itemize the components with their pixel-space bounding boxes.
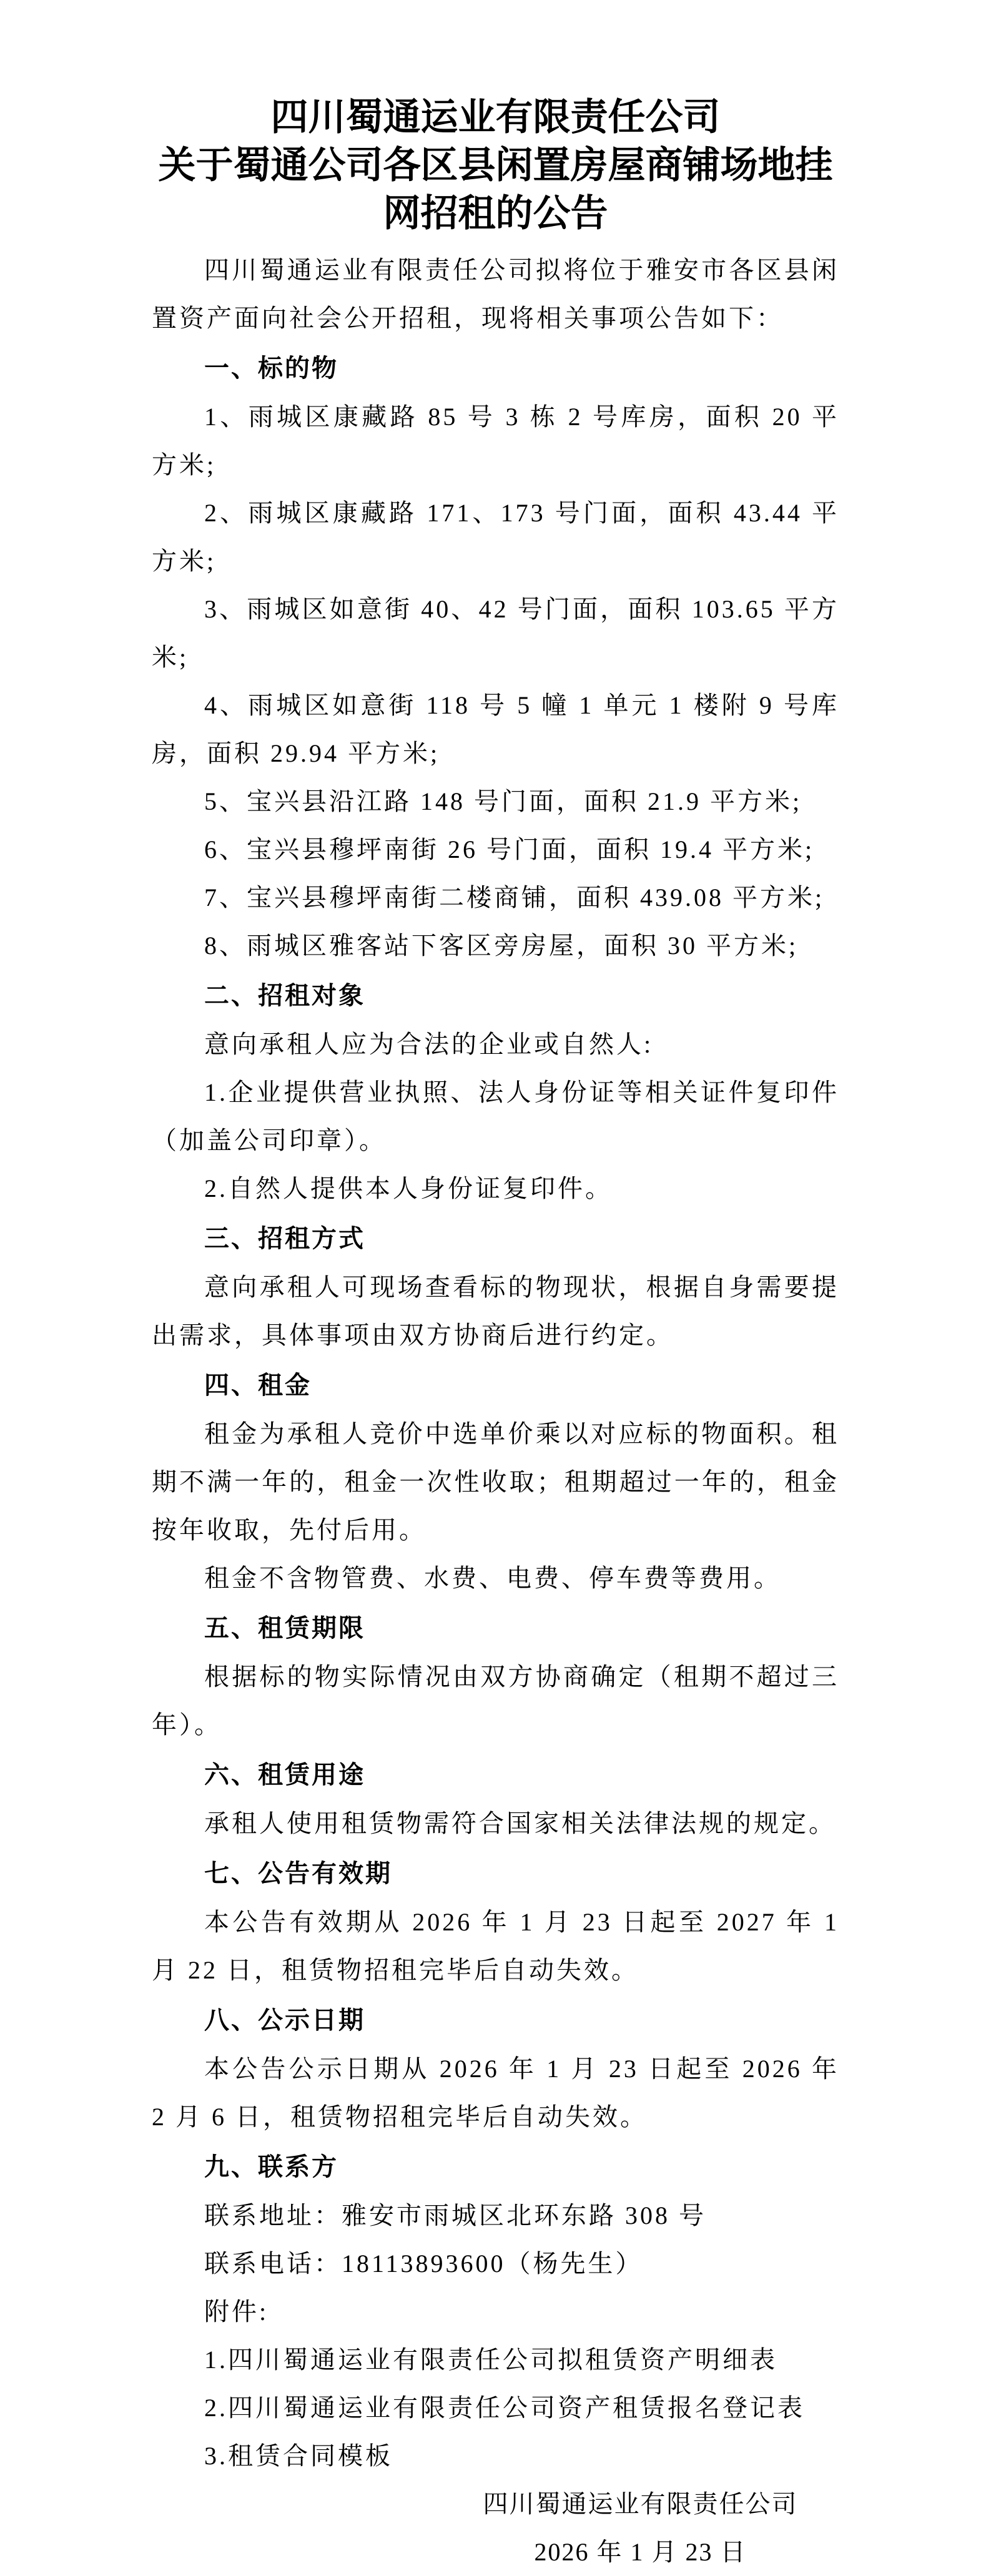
subject-item-1: 1、雨城区康藏路 85 号 3 栋 2 号库房，面积 20 平方米; <box>152 403 839 479</box>
contact-address: 联系地址：雅安市雨城区北环东路 308 号 <box>204 2201 706 2229</box>
attachment-item-3: 3.租赁合同模板 <box>204 2442 393 2470</box>
subject-item-2: 2、雨城区康藏路 171、173 号门面，面积 43.44 平方米; <box>152 499 839 575</box>
announcement-title <box>152 94 839 238</box>
publicity-date-paragraph: 本公告公示日期从 2026 年 1 月 23 日起至 2026 年 2 月 6 日，租赁物招租完毕后自动失效。 <box>152 2055 839 2131</box>
section-heading-validity-period: 七、公告有效期 <box>204 1860 392 1887</box>
contact-phone: 联系电话：18113893600（杨先生） <box>204 2249 643 2278</box>
attachment-item-1: 1.四川蜀通运业有限责任公司拟租赁资产明细表 <box>204 2346 777 2374</box>
lease-target-item-1: 1.企业提供营业执照、法人身份证等相关证件复印件（加盖公司印章）。 <box>152 1078 839 1154</box>
lease-method-paragraph: 意向承租人可现场查看标的物现状，根据自身需要提出需求，具体事项由双方协商后进行约定。 <box>152 1273 839 1349</box>
subject-item-5: 5、宝兴县沿江路 148 号门面，面积 21.9 平方米; <box>204 787 802 815</box>
intro-paragraph: 四川蜀通运业有限责任公司拟将位于雅安市各区县闲置资产面向社会公开招租，现将相关事项公告如下： <box>152 256 839 332</box>
section-heading-lease-use: 六、租赁用途 <box>204 1761 365 1789</box>
rent-paragraph-1: 租金为承租人竞价中选单价乘以对应标的物面积。租期不满一年的，租金一次性收取；租期超过一年的，租金按年收取，先付后用。 <box>152 1420 839 1544</box>
section-heading-lease-term: 五、租赁期限 <box>204 1615 365 1642</box>
subject-item-3: 3、雨城区如意街 40、42 号门面，面积 103.65 平方米; <box>152 595 839 671</box>
title-line-2: 关于蜀通公司各区县闲置房屋商铺场地挂 <box>158 145 833 186</box>
section-heading-rent: 四、租金 <box>204 1372 312 1399</box>
rent-paragraph-2: 租金不含物管费、水费、电费、停车费等费用。 <box>204 1564 781 1592</box>
section-heading-lease-target: 二、招租对象 <box>204 982 365 1010</box>
subject-item-7: 7、宝兴县穆坪南街二楼商铺，面积 439.08 平方米; <box>204 883 825 912</box>
attachment-item-2: 2.四川蜀通运业有限责任公司资产租赁报名登记表 <box>204 2394 805 2422</box>
attachments-label: 附件: <box>204 2298 269 2326</box>
lease-target-intro: 意向承租人应为合法的企业或自然人: <box>204 1030 654 1058</box>
lease-target-item-2: 2.自然人提供本人身份证复印件。 <box>204 1174 613 1202</box>
title-line-3: 网招租的公告 <box>383 193 608 234</box>
lease-term-paragraph: 根据标的物实际情况由双方协商确定（租期不超过三年）。 <box>152 1663 839 1739</box>
title-line-1: 四川蜀通运业有限责任公司 <box>270 97 721 138</box>
section-heading-subject-matter: 一、标的物 <box>204 355 338 382</box>
section-heading-publicity-date: 八、公示日期 <box>204 2007 365 2034</box>
signature-company: 四川蜀通运业有限责任公司 <box>483 2490 798 2518</box>
subject-item-6: 6、宝兴县穆坪南街 26 号门面，面积 19.4 平方米; <box>204 835 815 863</box>
section-heading-contact: 九、联系方 <box>204 2153 338 2181</box>
validity-period-paragraph: 本公告有效期从 2026 年 1 月 23 日起至 2027 年 1 月 22 日，租赁物招租完毕后自动失效。 <box>152 1908 839 1984</box>
signature-block <box>441 2480 839 2576</box>
signature-date: 2026 年 1 月 23 日 <box>534 2538 747 2566</box>
section-heading-lease-method: 三、招租方式 <box>204 1225 365 1252</box>
lease-use-paragraph: 承租人使用租赁物需符合国家相关法律法规的规定。 <box>204 1809 836 1837</box>
subject-item-4: 4、雨城区如意街 118 号 5 幢 1 单元 1 楼附 9 号库房，面积 29.94 平方米; <box>152 691 839 767</box>
subject-item-8: 8、雨城区雅客站下客区旁房屋，面积 30 平方米; <box>204 932 799 960</box>
